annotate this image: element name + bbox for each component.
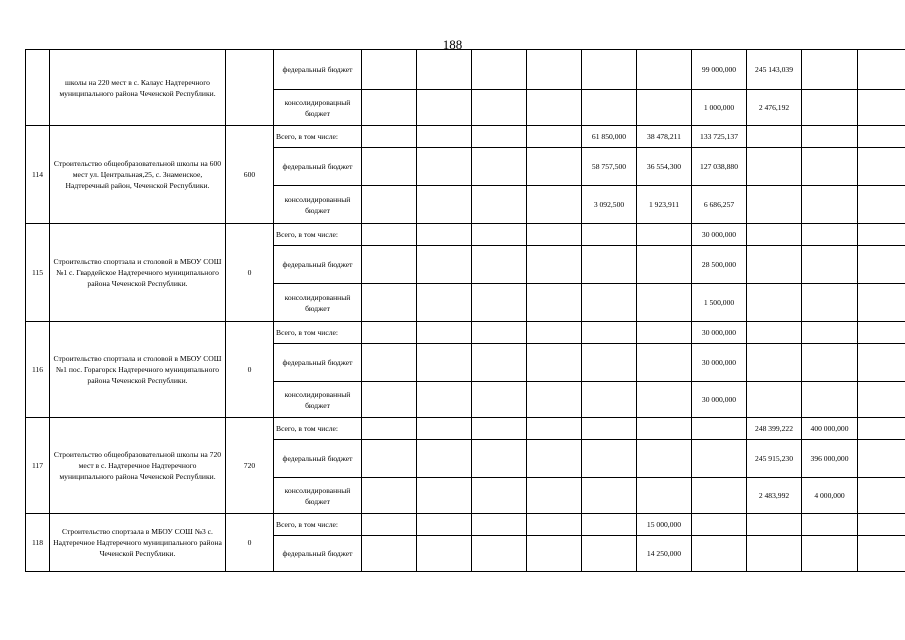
table-row: [26, 126, 905, 148]
capacity-cell: 0: [226, 322, 274, 418]
row-number-cell: 116: [26, 322, 50, 418]
funding-source-cell: федеральный бюджет: [274, 148, 362, 186]
value-cell: 99 000,000: [692, 50, 747, 90]
value-cell: 245 915,230: [747, 440, 802, 478]
object-name-cell: Строительство общеобразовательной школы на 720 мест в с. Надтеречное Надтеречного муниципального района Чеченской Республики.: [50, 418, 226, 514]
table-row: [26, 322, 905, 344]
funding-source-cell: Всего, в том числе:: [274, 224, 362, 246]
table-row: [26, 224, 905, 246]
row-number-cell: [26, 50, 50, 126]
value-cell: 61 850,000: [582, 126, 637, 148]
funding-source-cell: федеральный бюджет: [274, 246, 362, 284]
capacity-cell: 0: [226, 224, 274, 322]
funding-source-cell: федеральный бюджет: [274, 344, 362, 382]
funding-source-cell: Всего, в том числе:: [274, 514, 362, 536]
row-number-cell: 117: [26, 418, 50, 514]
value-cell: 58 757,500: [582, 148, 637, 186]
capacity-cell: 600: [226, 126, 274, 224]
object-name-cell: Строительство спортзала в МБОУ СОШ №3 с. Надтеречное Надтеречного муниципального района Чеченской Республики.: [50, 514, 226, 572]
budget-table: [25, 49, 905, 572]
row-number-cell: 114: [26, 126, 50, 224]
value-cell: 248 399,222: [747, 418, 802, 440]
value-cell: 133 725,137: [692, 126, 747, 148]
object-name-cell: школы на 220 мест в с. Калаус Надтеречного муниципального района Чеченской Республики.: [50, 50, 226, 126]
value-cell: 1 000,000: [692, 90, 747, 126]
value-cell: 1 923,911: [637, 186, 692, 224]
table-row: [26, 514, 905, 536]
funding-source-cell: Всего, в том числе:: [274, 322, 362, 344]
object-name-cell: Строительство общеобразовательной школы на 600 мест ул. Центральная,25, с. Знаменское, Надтеречный район, Чеченской Республики.: [50, 126, 226, 224]
value-cell: 15 000,000: [637, 514, 692, 536]
table-row: [26, 418, 905, 440]
object-name-cell: Строительство спортзала и столовой в МБОУ СОШ №1 с. Гвардейское Надтеречного муниципального района Чеченской Республики.: [50, 224, 226, 322]
funding-source-cell: консолидированный бюджет: [274, 186, 362, 224]
value-cell: 245 143,039: [747, 50, 802, 90]
table-row: [26, 50, 905, 90]
value-cell: 30 000,000: [692, 224, 747, 246]
value-cell: 127 038,880: [692, 148, 747, 186]
value-cell: 14 250,000: [637, 536, 692, 572]
funding-source-cell: федеральный бюджет: [274, 440, 362, 478]
capacity-cell: [226, 50, 274, 126]
value-cell: 28 500,000: [692, 246, 747, 284]
page-number: 188: [442, 37, 463, 52]
funding-source-cell: консолидированный бюджет: [274, 478, 362, 514]
funding-source-cell: Всего, в том числе:: [274, 126, 362, 148]
funding-source-cell: Всего, в том числе:: [274, 418, 362, 440]
funding-source-cell: федеральный бюджет: [274, 536, 362, 572]
value-cell: 30 000,000: [692, 322, 747, 344]
value-cell: 6 686,257: [692, 186, 747, 224]
capacity-cell: 0: [226, 514, 274, 572]
value-cell: 30 000,000: [692, 382, 747, 418]
funding-source-cell: федеральный бюджет: [274, 50, 362, 90]
row-number-cell: 115: [26, 224, 50, 322]
value-cell: 3 092,500: [582, 186, 637, 224]
value-cell: 4 000,000: [802, 478, 858, 514]
value-cell: 38 478,211: [637, 126, 692, 148]
funding-source-cell: консолидированный бюджет: [274, 284, 362, 322]
row-number-cell: 118: [26, 514, 50, 572]
capacity-cell: 720: [226, 418, 274, 514]
value-cell: 400 000,000: [802, 418, 858, 440]
object-name-cell: Строительство спортзала и столовой в МБОУ СОШ №1 пос. Горагорск Надтеречного муниципального района Чеченской Республики.: [50, 322, 226, 418]
funding-source-cell: консолидировацный бюджет: [274, 90, 362, 126]
value-cell: 396 000,000: [802, 440, 858, 478]
value-cell: 36 554,300: [637, 148, 692, 186]
value-cell: 2 483,992: [747, 478, 802, 514]
value-cell: 30 000,000: [692, 344, 747, 382]
value-cell: 1 500,000: [692, 284, 747, 322]
funding-source-cell: консолидированный бюджет: [274, 382, 362, 418]
value-cell: 2 476,192: [747, 90, 802, 126]
